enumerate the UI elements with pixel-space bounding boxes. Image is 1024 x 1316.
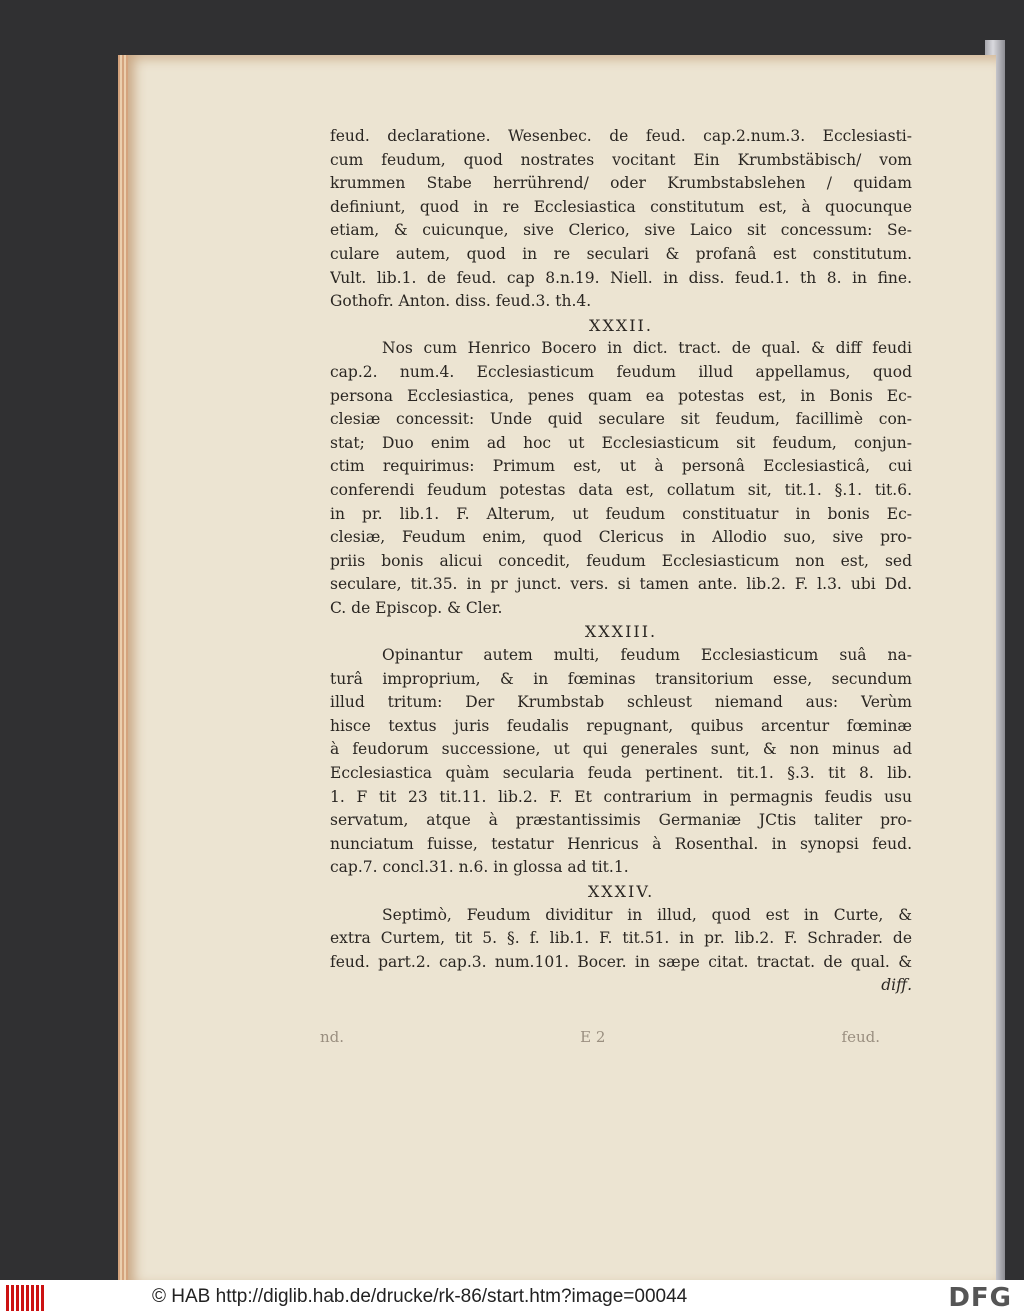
text-line: turâ improprium, & in fœminas transitorium esse, secundum — [330, 669, 912, 688]
text-line: krummen Stabe herrührend/ oder Krumbstabslehen / quidam — [330, 174, 912, 193]
page-edge — [118, 55, 128, 1280]
text-line: 1. F tit 23 tit.11. lib.2. F. Et contrarium in permagnis feudis usu — [330, 787, 912, 806]
text-line: etiam, & cuicunque, sive Clerico, sive Laico sit concessum: Se- — [330, 221, 912, 240]
page-text — [330, 125, 912, 998]
text-line: nunciatum fuisse, testatur Henricus à Rosenthal. in synopsi feud. — [330, 834, 912, 853]
text-line: ctim requirimus: Primum est, ut à personâ Ecclesiasticâ, cui — [330, 457, 912, 476]
text-line: à feudorum successione, ut qui generales sunt, & non minus ad — [330, 740, 912, 759]
text-line: hisce textus juris feudalis repugnant, quibus arcentur fœminæ — [330, 716, 912, 735]
text-line: seculare, tit.35. in pr junct. vers. si tamen ante. lib.2. F. l.3. ubi Dd. — [330, 575, 912, 594]
text-line: extra Curtem, tit 5. §. f. lib.1. F. tit.51. in pr. lib.2. F. Schrader. de — [330, 929, 912, 948]
section-heading-32: XXXII. — [589, 315, 653, 335]
text-line: clesiæ concessit: Unde quid seculare sit feudum, facillimè con- — [330, 410, 912, 429]
text-line: Opinantur autem multi, feudum Ecclesiasticum suâ na- — [382, 646, 912, 665]
paragraph-1 — [330, 125, 912, 314]
text-line: priis bonis alicui concedit, feudum Ecclesiasticum non est, sed — [330, 551, 912, 570]
catchword: diff. — [881, 976, 912, 995]
text-line: illud tritum: Der Krumbstab schleust niemand aus: Verùm — [330, 693, 912, 712]
text-line: Ecclesiastica quàm secularia feuda pertinent. tit.1. §.3. tit 8. lib. — [330, 764, 912, 783]
text-line: Nos cum Henrico Bocero in dict. tract. de qual. & diff feudi — [382, 339, 912, 358]
text-line: culare autem, quod in re seculari & profanâ est constitutum. — [330, 244, 912, 263]
text-line: Gothofr. Anton. diss. feud.3. th.4. — [330, 292, 592, 311]
text-line: stat; Duo enim ad hoc ut Ecclesiasticum sit feudum, conjun- — [330, 433, 912, 452]
page-foot — [320, 1028, 880, 1046]
paragraph-3 — [330, 644, 912, 880]
text-line: Septimò, Feudum dividitur in illud, quod est in Curte, & — [382, 905, 912, 924]
section-heading-34: XXXIV. — [587, 882, 655, 901]
text-line: conferendi feudum potestas data est, collatum sit, tit.1. §.1. tit.6. — [330, 480, 912, 499]
text-line: cap.2. num.4. Ecclesiasticum feudum illud appellamus, quod — [330, 362, 912, 381]
text-line: clesiæ, Feudum enim, quod Clericus in Allodio suo, sive pro- — [330, 528, 912, 547]
text-line: cum feudum, quod nostrates vocitant Ein Krumbstäbisch/ vom — [330, 150, 912, 169]
text-line: servatum, atque à præstantissimis Germaniæ JCtis taliter pro- — [330, 811, 912, 830]
text-line: in pr. lib.1. F. Alterum, ut feudum constituatur in bonis Ec- — [330, 504, 912, 523]
bleed-through-right: feud. — [841, 1028, 880, 1046]
text-line: persona Ecclesiastica, penes quam ea potestas est, in Bonis Ec- — [330, 386, 912, 405]
signature-mark: E 2 — [580, 1028, 606, 1046]
section-heading-33: XXXIII. — [584, 622, 658, 642]
bleed-through-left: nd. — [320, 1028, 345, 1046]
paragraph-2 — [330, 337, 912, 620]
copyright-link[interactable]: © HAB http://diglib.hab.de/drucke/rk-86/start.htm?image=00044 — [152, 1286, 688, 1307]
paragraph-4 — [330, 904, 912, 975]
text-line: definiunt, quod in re Ecclesiastica constitutum est, à quocunque — [330, 197, 912, 216]
dfg-logo: DFG — [948, 1283, 1012, 1313]
text-line: Vult. lib.1. de feud. cap 8.n.19. Niell. in diss. feud.1. th 8. in fine. — [330, 268, 912, 287]
footer-bar — [0, 1280, 1024, 1316]
text-line: cap.7. concl.31. n.6. in glossa ad tit.1. — [330, 858, 629, 877]
text-line: feud. part.2. cap.3. num.101. Bocer. in sæpe citat. tractat. de qual. & — [330, 952, 912, 971]
text-line: C. de Episcop. & Cler. — [330, 598, 503, 617]
hab-logo-icon — [6, 1285, 46, 1311]
text-line: feud. declaratione. Wesenbec. de feud. cap.2.num.3. Ecclesiasti- — [330, 127, 912, 145]
